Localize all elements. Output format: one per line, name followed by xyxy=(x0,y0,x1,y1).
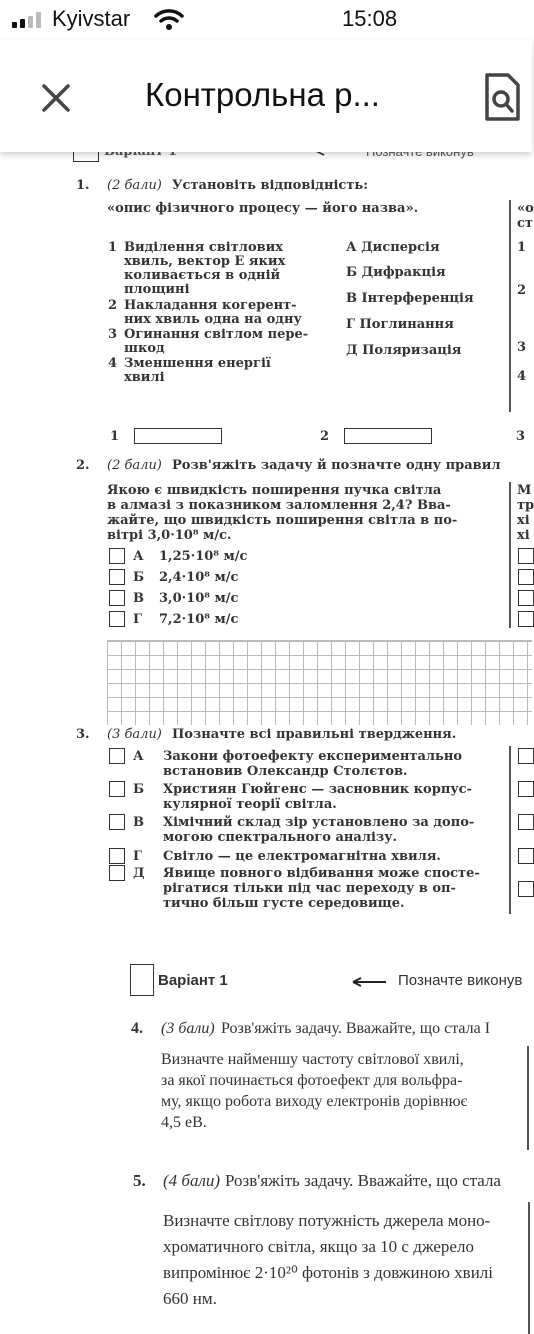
q4-number: 4. xyxy=(131,1020,143,1037)
q1-number: 1. xyxy=(76,178,90,193)
q1-right-c: В Інтерференція xyxy=(346,291,474,306)
q2-line-4: вітрі 3,0·10⁸ м/с. xyxy=(107,528,232,543)
q1-left-3-num: 3 xyxy=(108,327,118,342)
app-header xyxy=(0,40,532,152)
q1-subtitle: «опис фізичного процесу — його назва». xyxy=(107,201,419,216)
q2-cut-3: хі xyxy=(517,513,530,528)
q4-line-4: 4,5 еВ. xyxy=(161,1114,207,1131)
q3-option-b-l1: Християн Гюйгенс — засновник корпус- xyxy=(163,782,472,797)
q2-cut-checkbox-4[interactable] xyxy=(518,611,534,627)
q1-cut-2: ст xyxy=(517,216,533,231)
carrier-name: Kyivstar xyxy=(52,6,131,31)
q3-option-d-l1: Світло — це електромагнітна хвиля. xyxy=(163,849,441,864)
q3-option-a-checkbox[interactable] xyxy=(109,748,125,764)
q3-option-e-checkbox[interactable] xyxy=(109,865,125,881)
document-title: Контрольна р... xyxy=(145,76,380,113)
q4-line-3: му, якщо робота виходу електронів дорівнює xyxy=(161,1093,468,1110)
q1-cut-6: 4 xyxy=(517,369,527,384)
q3-option-c-checkbox[interactable] xyxy=(109,814,125,830)
q3-cut-checkbox-4[interactable] xyxy=(518,848,534,864)
q3-cut-checkbox-3[interactable] xyxy=(518,814,534,830)
q1-left-3-l2: шкод xyxy=(124,341,165,356)
q4-task: Розв'яжіть задачу. Вважайте, що стала І xyxy=(221,1020,491,1037)
scratch-grid xyxy=(107,640,532,725)
q1-answer-2-label: 2 xyxy=(320,429,330,444)
q3-cut-checkbox-5[interactable] xyxy=(518,881,534,897)
q3-option-c-l1: Хімічний склад зір установлено за допо- xyxy=(163,815,475,830)
q3-option-c-l2: могою спектрального аналізу. xyxy=(163,830,398,845)
q5-points: (4 бали) xyxy=(163,1171,221,1190)
q3-option-a-l1: Закони фотоефекту експериментально xyxy=(163,749,463,764)
q1-cut-1: «о xyxy=(517,201,534,216)
q2-cut-checkbox-2[interactable] xyxy=(518,569,534,585)
q3-option-e-letter: Д xyxy=(133,866,145,881)
q4-points: (3 бали) xyxy=(161,1020,215,1037)
column-divider xyxy=(528,1202,530,1334)
q1-left-2-num: 2 xyxy=(108,298,118,313)
q5-line-1: Визначте світлову потужність джерела моно- xyxy=(163,1211,491,1230)
q1-left-1-l4: площині xyxy=(124,282,190,297)
q1-left-4-l2: хвилі xyxy=(124,370,165,385)
q1-left-4-l1: Зменшення енергії xyxy=(124,356,271,371)
q2-cut-4: хі xyxy=(517,528,530,543)
q1-left-2-l2: них хвиль одна на одну xyxy=(124,312,302,327)
status-bar xyxy=(0,0,532,40)
q2-option-a-value: 1,25·10⁸ м/с xyxy=(159,549,248,564)
column-divider xyxy=(509,200,511,412)
q5-line-4: 660 нм. xyxy=(163,1289,217,1308)
q1-answer-1-label: 1 xyxy=(110,429,120,444)
close-icon[interactable] xyxy=(36,78,76,118)
q2-option-a-checkbox[interactable] xyxy=(109,548,125,564)
q4-line-2: за якої починається фотоефект для вольфра- xyxy=(161,1072,463,1089)
q3-option-c-letter: В xyxy=(133,815,144,830)
q1-left-1-num: 1 xyxy=(108,240,118,255)
q1-left-1-l3: коливається в одній xyxy=(124,268,281,283)
q2-option-d-letter: Г xyxy=(133,612,142,627)
q2-number: 2. xyxy=(76,458,90,473)
arrow-left-icon xyxy=(350,976,386,988)
variant-note-2: Позначте виконув xyxy=(398,972,523,989)
q1-right-b: Б Дифракція xyxy=(346,265,446,280)
q1-answer-2-box[interactable] xyxy=(344,428,432,444)
q1-cut-5: 3 xyxy=(517,340,527,355)
q2-cut-checkbox-1[interactable] xyxy=(518,548,534,564)
q2-cut-2: тр xyxy=(517,498,534,513)
q2-line-1: Якою є швидкість поширення пучка світла xyxy=(107,483,442,498)
q1-answer-1-box[interactable] xyxy=(134,428,222,444)
q4-line-1: Визначте найменшу частоту світлової хвилі, xyxy=(161,1051,464,1068)
q2-line-3: жайте, що швидкість поширення світла в по- xyxy=(107,513,458,528)
q2-cut-checkbox-3[interactable] xyxy=(518,590,534,606)
q1-left-3-l1: Огинання світлом пере- xyxy=(124,327,309,342)
q1-left-1-l2: хвиль, вектор E яких xyxy=(124,254,286,269)
q1-right-e: Д Поляризація xyxy=(346,343,462,358)
q1-left-1-l1: Виділення світлових xyxy=(124,240,284,255)
q3-option-d-checkbox[interactable] xyxy=(109,848,125,864)
wifi-icon xyxy=(154,8,184,30)
clock: 15:08 xyxy=(342,6,398,31)
q2-option-b-letter: Б xyxy=(133,570,145,585)
q5-task: Розв'яжіть задачу. Вважайте, що стала xyxy=(225,1171,501,1190)
q3-option-e-l2: рігатися тільки під час переходу в оп- xyxy=(163,881,456,896)
q1-left-2-l1: Накладання когерент- xyxy=(124,298,297,313)
q3-option-b-checkbox[interactable] xyxy=(109,781,125,797)
q2-option-d-checkbox[interactable] xyxy=(109,611,125,627)
q3-task: Позначте всі правильні твердження. xyxy=(172,727,457,742)
variant-label-2: Варіант 1 xyxy=(158,972,228,989)
q1-points: (2 бали) xyxy=(107,178,162,193)
q1-task: Установіть відповідність: xyxy=(172,178,369,193)
q3-option-a-letter: А xyxy=(133,749,144,764)
q1-answer-3-label: 3 xyxy=(516,429,526,444)
q2-option-a-letter: А xyxy=(133,549,144,564)
q2-points: (2 бали) xyxy=(107,458,162,473)
q5-number: 5. xyxy=(133,1171,146,1190)
q5-line-2: хроматичного світла, якщо за 10 с джерело xyxy=(163,1237,474,1256)
q1-right-a: А Дисперсія xyxy=(346,240,440,255)
q2-option-c-value: 3,0·10⁸ м/с xyxy=(159,591,239,606)
q3-option-b-letter: Б xyxy=(133,782,145,797)
q2-option-c-letter: В xyxy=(133,591,144,606)
q2-cut-1: М xyxy=(517,483,532,498)
q3-points: (3 бали) xyxy=(107,727,162,742)
q2-option-b-checkbox[interactable] xyxy=(109,569,125,585)
q2-option-b-value: 2,4·10⁸ м/с xyxy=(159,570,239,585)
q1-cut-3: 1 xyxy=(517,240,527,255)
variant-checkbox-2 xyxy=(130,964,154,996)
column-divider xyxy=(509,482,511,628)
q3-option-d-letter: Г xyxy=(133,849,142,864)
document-page xyxy=(0,152,532,1334)
q3-cut-checkbox-1[interactable] xyxy=(518,748,534,764)
q2-option-d-value: 7,2·10⁸ м/с xyxy=(159,612,239,627)
q3-option-e-l3: тично більш густе середовище. xyxy=(163,896,405,911)
q1-left-4-num: 4 xyxy=(108,356,118,371)
column-divider xyxy=(527,1046,529,1150)
q3-option-e-l1: Явище повного відбивання може спосте- xyxy=(163,866,480,881)
q2-option-c-checkbox[interactable] xyxy=(109,590,125,606)
q3-number: 3. xyxy=(76,727,90,742)
q3-option-b-l2: кулярної теорії світла. xyxy=(163,797,337,812)
q2-line-2: в алмазі з показником заломлення 2,4? Вва- xyxy=(107,498,451,513)
q5-line-3: випромінює 2·10²⁰ фотонів з довжиною хвилі xyxy=(163,1263,494,1282)
q3-option-a-l2: встановив Олександр Столєтов. xyxy=(163,764,408,779)
q2-task: Розв'яжіть задачу й позначте одну правил xyxy=(172,458,501,473)
cellular-signal-icon xyxy=(12,12,48,28)
column-divider xyxy=(509,746,511,914)
q1-right-d: Г Поглинання xyxy=(346,317,454,332)
q1-cut-4: 2 xyxy=(517,283,527,298)
q3-cut-checkbox-2[interactable] xyxy=(518,781,534,797)
document-search-icon[interactable] xyxy=(482,72,522,122)
